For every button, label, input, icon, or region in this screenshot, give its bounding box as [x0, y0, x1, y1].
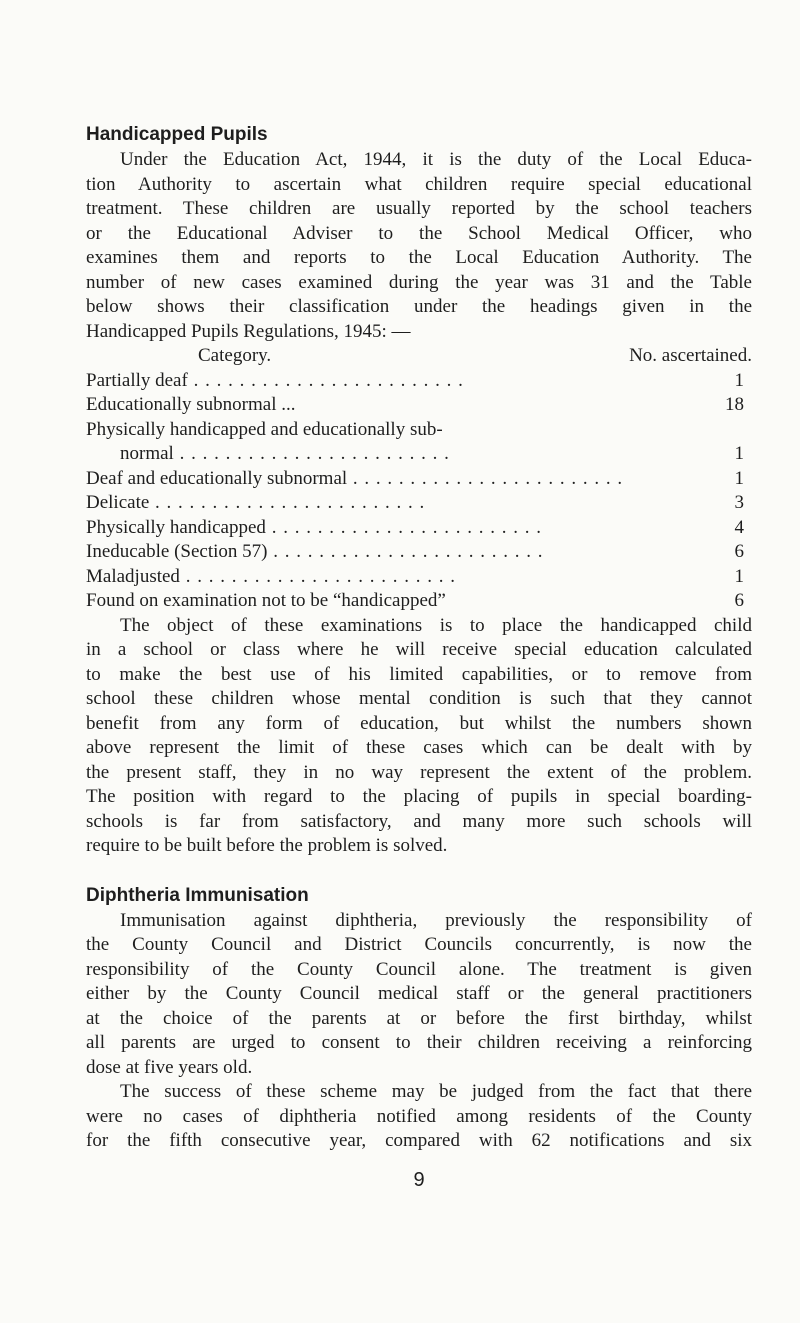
text-line: treatment. These children are usually reported by the school teachers: [86, 198, 752, 219]
table-row: [86, 442, 752, 467]
section-heading-handicapped-pupils: Handicapped Pupils: [86, 124, 268, 145]
row-value: 18: [725, 394, 744, 415]
row-value: 1: [734, 443, 744, 464]
row-value: 1: [734, 467, 744, 489]
text-line: to make the best use of his limited capabilities, or to remove from: [86, 663, 752, 685]
text-line: in a school or class where he will receive special education calculated: [86, 639, 752, 660]
text-line: examines them and reports to the Local Education Authority. The: [86, 247, 752, 268]
text-line: Handicapped Pupils Regulations, 1945: —: [86, 320, 411, 342]
handicapped-object-paragraph: [86, 614, 752, 859]
row-value: 3: [734, 492, 744, 513]
text-line: or the Educational Adviser to the School Medical Officer, who: [86, 222, 752, 244]
text-line: the present staff, they in no way represent the extent of the problem.: [86, 761, 752, 783]
table-row: [86, 516, 752, 541]
row-value: 6: [734, 590, 744, 611]
table-row: [86, 540, 752, 565]
table-row: [86, 491, 752, 516]
table-row: [86, 418, 752, 443]
header-number: No. ascertained.: [629, 345, 752, 366]
row-value: 6: [734, 541, 744, 562]
page-number: 9: [413, 1168, 425, 1191]
document-page: [86, 122, 752, 1192]
row-category: Physically handicapped and educationally sub-: [86, 418, 443, 440]
table-row: [86, 393, 752, 418]
row-category: Ineducable (Section 57) . . .: [86, 540, 694, 565]
row-category: Partially deaf . . .: [86, 369, 694, 394]
classification-table: [86, 369, 752, 614]
text-line: school these children whose mental condition is such that they cannot: [86, 688, 752, 709]
text-line: Immunisation against diphtheria, previously the responsibility of: [120, 909, 752, 931]
row-category: Delicate . . .: [86, 491, 694, 516]
text-line: number of new cases examined during the year was 31 and the Table: [86, 271, 752, 293]
text-line: below shows their classification under the headings given in the: [86, 296, 752, 317]
text-line: all parents are urged to consent to their children receiving a reinforcing: [86, 1032, 752, 1053]
text-line: dose at five years old.: [86, 1056, 253, 1078]
text-line: above represent the limit of these cases which can be dealt with by: [86, 737, 752, 758]
text-line: The object of these examinations is to place the handicapped child: [120, 614, 752, 636]
section-heading-diphtheria: Diphtheria Immunisation: [86, 884, 309, 906]
table-row: [86, 565, 752, 590]
header-category: Category.: [198, 345, 272, 366]
table-row: [86, 589, 752, 614]
row-value: 1: [734, 369, 744, 391]
text-line: benefit from any form of education, but whilst the numbers shown: [86, 712, 752, 734]
row-value: [694, 418, 752, 443]
text-line: tion Authority to ascertain what children require special educational: [86, 173, 752, 195]
text-line: Under the Education Act, 1944, it is the duty of the Local Educa-: [120, 149, 752, 170]
table-row: [86, 369, 752, 394]
row-category: Educationally subnormal ...: [86, 394, 296, 415]
text-line: at the choice of the parents at or before the first birthday, whilst: [86, 1007, 752, 1029]
table-row: [86, 467, 752, 492]
text-line: The position with regard to the placing of pupils in special boarding-: [86, 786, 752, 807]
handicapped-intro-paragraph: [86, 148, 752, 344]
text-line: for the fifth consecutive year, compared with 62 notifications and six: [86, 1130, 752, 1151]
row-category: Physically handicapped . . .: [86, 516, 694, 541]
row-value: 1: [734, 565, 744, 587]
text-line: schools is far from satisfactory, and many more such schools will: [86, 810, 752, 832]
text-line: were no cases of diphtheria notified among residents of the County: [86, 1105, 752, 1127]
row-value: 4: [734, 516, 744, 538]
table-header: [86, 344, 752, 369]
diphtheria-paragraph: [86, 909, 752, 1154]
text-line: responsibility of the County Council alone. The treatment is given: [86, 958, 752, 980]
text-line: The success of these scheme may be judged from the fact that there: [120, 1081, 752, 1102]
row-category: normal . . .: [86, 442, 694, 467]
text-line: either by the County Council medical staff or the general practitioners: [86, 983, 752, 1004]
text-line: the County Council and District Councils concurrently, is now the: [86, 934, 752, 955]
text-line: require to be built before the problem is solved.: [86, 835, 448, 856]
row-category: Maladjusted . . .: [86, 565, 694, 590]
row-category: Found on examination not to be “handicapped”: [86, 590, 446, 611]
row-category: Deaf and educationally subnormal . . .: [86, 467, 694, 492]
